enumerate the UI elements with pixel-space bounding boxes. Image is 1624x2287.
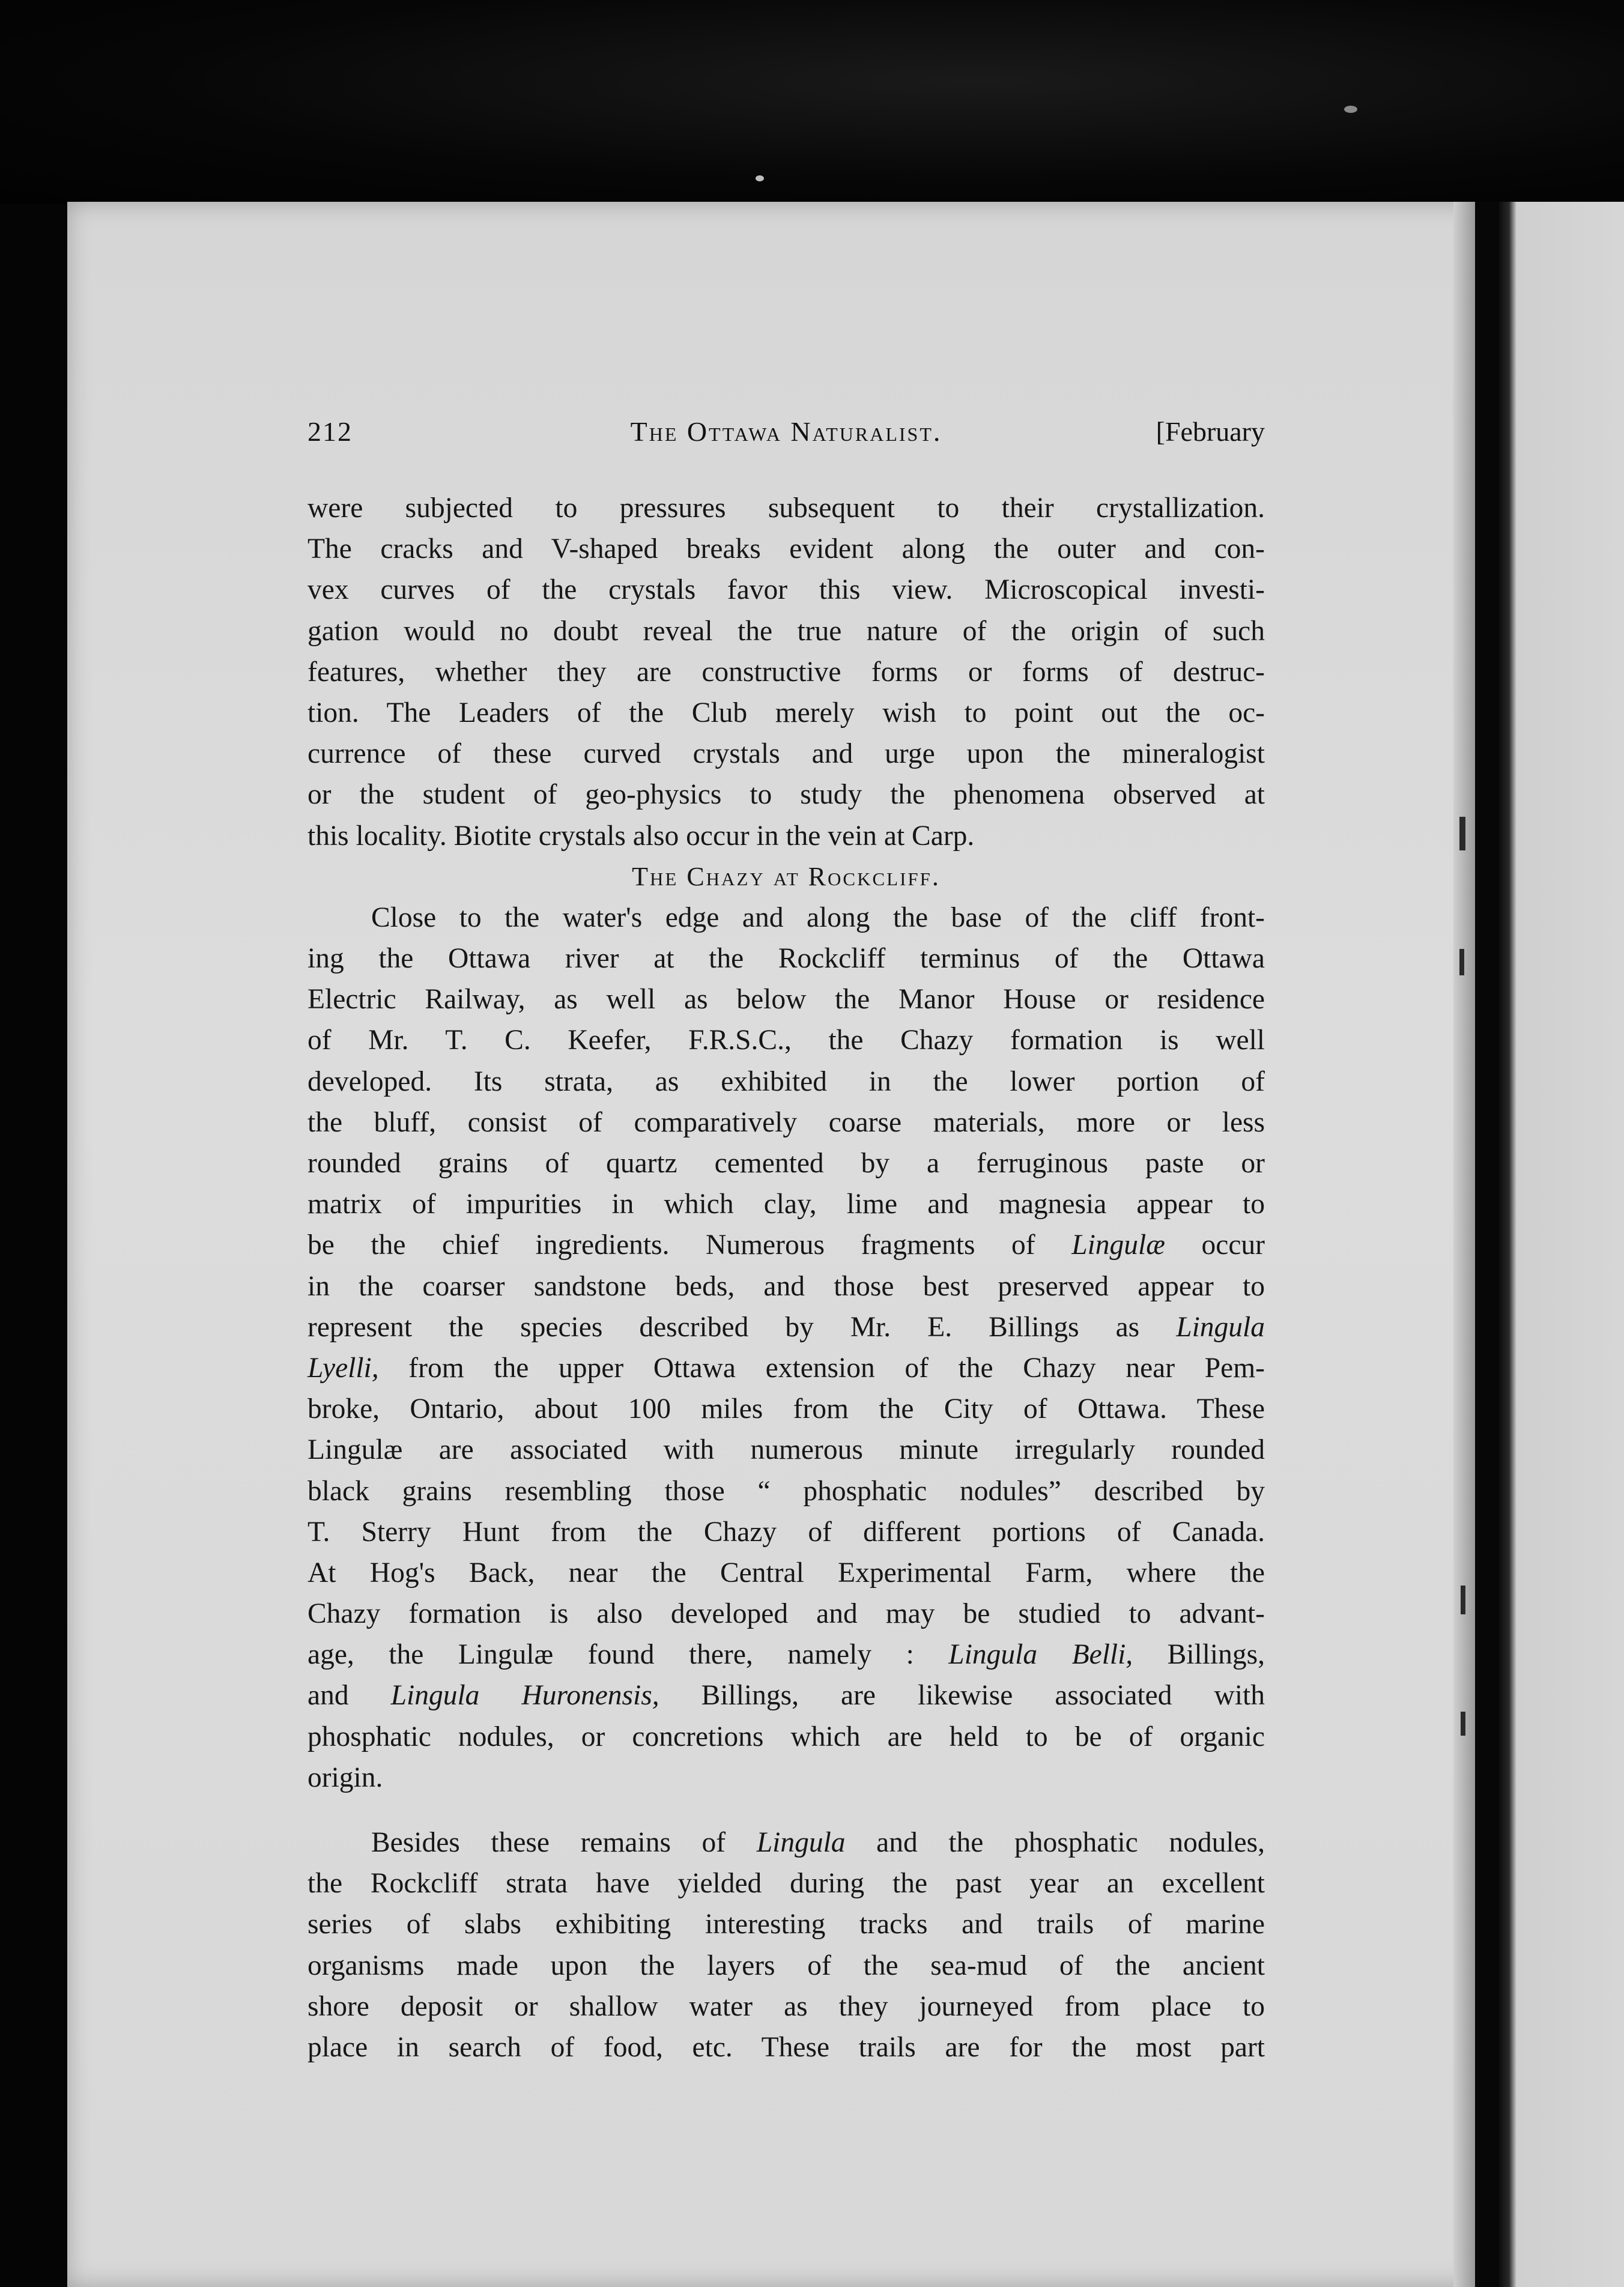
text-line: developed. Its strata, as exhibited in the lower portion of <box>308 1065 1265 1097</box>
running-title: The Ottawa Naturalist. <box>630 416 942 447</box>
page-number: 212 <box>308 416 353 447</box>
paragraph <box>308 1822 1265 2068</box>
text-run: represent the species described by Mr. E. Billings as <box>308 1311 1177 1343</box>
text-line <box>308 1822 1265 1863</box>
text-line <box>308 1675 1265 1716</box>
text-line: place in search of food, etc. These trails are for the most part <box>308 2031 1265 2063</box>
text-run: occur <box>1165 1229 1265 1261</box>
text-line: series of slabs exhibiting interesting tracks and trails of marine <box>308 1909 1265 1940</box>
margin-mark <box>1459 817 1465 850</box>
margin-mark <box>1461 1712 1465 1736</box>
text-line: Close to the water's edge and along the base of the cliff front- <box>371 901 1265 933</box>
text-line: Electric Railway, as well as below the Manor House or residence <box>308 984 1265 1016</box>
text-run: from the upper Ottawa extension of the Chazy near Pem- <box>378 1352 1265 1384</box>
text-line: phosphatic nodules, or concretions which are held to be of organic <box>308 1721 1265 1752</box>
text-line: or the student of geo-physics to study the phenomena observed at <box>308 779 1265 811</box>
text-line: tion. The Leaders of the Club merely wish to point out the oc- <box>308 697 1265 729</box>
text-run: Billings, are likewise associated with <box>659 1680 1265 1712</box>
text-run: and <box>308 1680 391 1712</box>
page-header <box>308 416 1265 458</box>
text-line: matrix of impurities in which clay, lime and magnesia appear to <box>308 1189 1265 1220</box>
page-edge <box>1453 202 1475 2287</box>
facing-page-edge <box>1499 202 1624 2287</box>
text-line: the bluff, consist of comparatively coarse materials, more or less <box>308 1106 1265 1138</box>
text-line: shore deposit or shallow water as they journeyed from place to <box>308 1990 1265 2022</box>
italic-species: Lingula Huronensis, <box>390 1680 659 1712</box>
text-line: broke, Ontario, about 100 miles from the City of Ottawa. These <box>308 1393 1265 1425</box>
text-line: The cracks and V-shaped breaks evident along the outer and con- <box>308 533 1265 565</box>
paragraph <box>308 897 1265 1798</box>
scanner-background <box>0 0 1624 204</box>
text-line: features, whether they are constructive forms or forms of destruc- <box>308 656 1265 688</box>
text-line: were subjected to pressures subsequent to their crystallization. <box>308 492 1265 524</box>
italic-species: Lyelli, <box>308 1352 379 1384</box>
text-line: origin. <box>308 1761 383 1793</box>
book-gutter <box>1475 202 1499 2287</box>
italic-genus: Lingulæ <box>1071 1229 1165 1261</box>
text-line: of Mr. T. C. Keefer, F.R.S.C., the Chazy formation is well <box>308 1025 1265 1056</box>
text-line <box>308 1348 1265 1389</box>
text-run: age, the Lingulæ found there, namely : <box>308 1639 949 1671</box>
italic-genus: Lingula <box>756 1827 846 1858</box>
text-line: T. Sterry Hunt from the Chazy of different portions of Canada. <box>308 1516 1265 1548</box>
dust-speck <box>1344 106 1357 113</box>
text-line: organisms made upon the layers of the sea-mud of the ancient <box>308 1949 1265 1981</box>
text-line: currence of these curved crystals and urge upon the mineralogist <box>308 738 1265 770</box>
issue-month: [February <box>1156 416 1265 447</box>
margin-mark <box>1459 949 1464 975</box>
text-line: gation would no doubt reveal the true nature of the origin of such <box>308 615 1265 647</box>
text-line <box>308 1225 1265 1265</box>
article-body <box>308 488 1265 2068</box>
text-run: Besides these remains of <box>371 1827 757 1858</box>
italic-genus: Lingula <box>1176 1311 1265 1343</box>
margin-mark <box>1461 1586 1465 1614</box>
text-run: and the phosphatic nodules, <box>845 1827 1265 1858</box>
text-line: At Hog's Back, near the Central Experimental Farm, where the <box>308 1557 1265 1589</box>
text-line: vex curves of the crystals favor this view. Microscopical investi- <box>308 574 1265 606</box>
text-line: in the coarser sandstone beds, and those best preserved appear to <box>308 1270 1265 1302</box>
text-run: Billings, <box>1133 1639 1265 1671</box>
text-line: Chazy formation is also developed and may be studied to advant- <box>308 1598 1265 1630</box>
text-line: Lingulæ are associated with numerous minute irregularly rounded <box>308 1434 1265 1466</box>
italic-species: Lingula Belli, <box>948 1639 1133 1671</box>
paragraph-gap <box>308 1798 1265 1822</box>
text-line: rounded grains of quartz cemented by a ferruginous paste or <box>308 1148 1265 1179</box>
text-line <box>308 1307 1265 1348</box>
text-run: be the chief ingredients. Numerous fragments of <box>308 1229 1072 1261</box>
text-line: ing the Ottawa river at the Rockcliff terminus of the Ottawa <box>308 943 1265 975</box>
text-line <box>308 1634 1265 1675</box>
dust-speck <box>756 175 764 181</box>
paragraph <box>308 488 1265 856</box>
text-line: this locality. Biotite crystals also occur in the vein at Carp. <box>308 820 975 852</box>
text-line: the Rockcliff strata have yielded during the past year an excellent <box>308 1868 1265 1900</box>
section-heading: The Chazy at Rockcliff. <box>632 861 941 891</box>
text-line: black grains resembling those “ phosphatic nodules” described by <box>308 1475 1265 1507</box>
